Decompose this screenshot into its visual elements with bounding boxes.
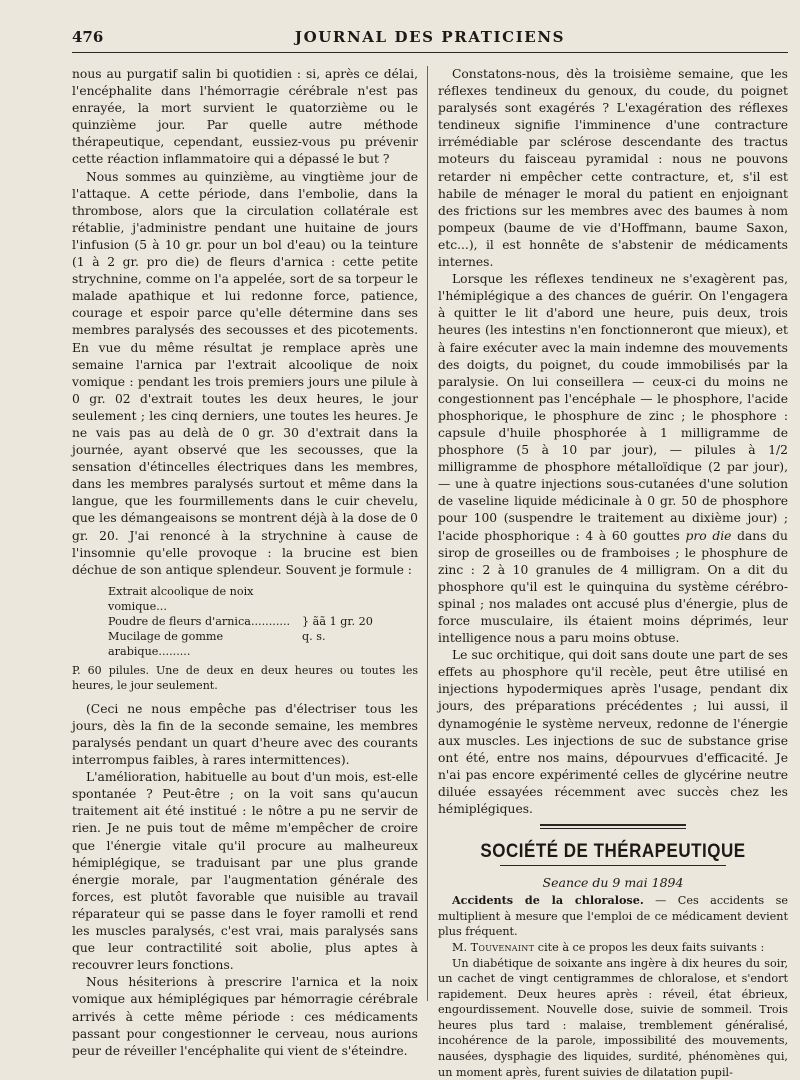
right-paragraph-3: Le suc orchitique, qui doit sans doute une part de ses effets au phosphore qu'il recèle, peut être utilisé en injections hypodermiques après l'usage, pendant dix jours, des préparations précédentes ; lui aussi, il dynamogénie le système nerveux, redonne de l'énergie aux muscles. Les injections de suc de substance grise ont été, entre nos mains, dépourvues d'efficacité. Je n'ai pas encore expérimenté celles de glycérine neutre diluée essayées récemment avec succès chez les hémiplégiques. [438,647,788,818]
speaker-name: Touvenaint [471,941,535,954]
formula-ingredient: Extrait alcoolique de noix vomique... [72,584,302,614]
right-paragraph-1: Constatons-nous, dès la troisième semaine, que les réflexes tendineux du genoux, du coude, du poignet paralysés sont exagérés ? L'exagération des réflexes tendineux signifie l'imminence d'une contracture irrémédiable par sclérose descendante des tractus moteurs du faisceau pyramidal : nous ne pouvons retarder ni empêcher cette contracture, et, s'il est habile de ménager le moral du patient en enjoignant des frictions sur les membres avec des baumes à nom pompeux (baume de vie d'Hoffmann, baume Saxon, etc...), il est honnête de s'abstenir de médicaments internes. [438,66,788,271]
prescription-formula [72,584,418,659]
speaker-prefix: M. [452,941,467,954]
page-number: 476 [72,28,103,46]
left-paragraph-1: nous au purgatif salin bi quotidien : si, après ce délai, l'encéphalite dans l'hémorragie cérébrale n'est pas enrayée, la mort survient le quatorzième ou le quinzième jour. Par quelle autre méthode thérapeutique, cependant, eussiez-vous pu prévenir cette réaction inflammatoire qui a dépassé le but ? [72,66,418,169]
formula-row [72,629,418,659]
section-divider [540,824,686,829]
left-paragraph-2: Nous sommes au quinzième, au vingtième jour de l'attaque. A cette période, dans l'embolie, dans la thrombose, alors que la circulation collatérale est rétablie, j'administre pendant une huitaine de jours l'infusion (5 à 10 gr. pour un bol d'eau) ou la teinture (1 à 2 gr. pro die) de fleurs d'arnica : cette petite strychnine, comme on l'a appelée, sort de sa torpeur le malade apathique et lui redonne force, patience, courage et espoir parce qu'elle détermine dans ses membres paralysés des secousses et des picotements. En vue du même résultat je remplace après une semaine l'arnica par l'extrait alcoolique de noix vomique : pendant les trois premiers jours une pilule à 0 gr. 02 d'extrait toutes les deux heures, le jour seulement ; les cinq derniers, une toutes les heures. Je ne vais pas au delà de 0 gr. 30 d'extrait dans la journée, ayant observé que les secousses, que la sensation d'étincelles électriques dans les membres, dans les membres paralysés surtout et même dans la langue, que les fourmillements dans le cuir chevelu, que les démangeaisons se montrent déjà à la dose de 0 gr. 20. J'ai renoncé à la strychnine à cause de l'insomnie qu'elle provoque : la brucine est bien déchue de son antique splendeur. Souvent je formule : [72,169,418,579]
society-heading: SOCIÉTÉ DE THÉRAPEUTIQUE [438,840,788,863]
formula-ingredient: Mucilage de gomme arabique......... [72,629,302,659]
report-paragraph-2-text: cite à ce propos les deux faits suivants : [538,941,764,954]
society-report [438,893,788,1080]
left-paragraph-4: L'amélioration, habituelle au bout d'un mois, est-elle spontanée ? Peut-être ; on la voit sans qu'aucun traitement ait été institué : le nôtre a pu ne servir de rien. Je ne puis tout de même m'empêcher de croire que l'énergie vitale qu'il procure au malheureux hémiplégique, se traduisant par une plus grande énergie morale, par l'augmentation générale des forces, est plutôt favorable que nuisible au travail réparateur qui se passe dans le foyer ramolli et rend les muscles paralysés, c'est vrai, mais paralysés sans que leur contractilité soit abolie, plus aptes à recouvrer leurs fonctions. [72,769,418,974]
left-paragraph-5: Nous hésiterions à prescrire l'arnica et la noix vomique aux hémiplégiques par hémorragie cérébrale arrivés à cette même période : ces médicaments passant pour congestionner le cerveau, nous aurions peur de réveiller l'encéphalite qui vient de s'éteindre. [72,974,418,1059]
header-rule [72,52,788,53]
society-heading-underline [500,865,726,866]
formula-row [72,614,418,629]
pro-die-italic: pro die [686,529,732,543]
right-paragraph-2 [438,271,788,647]
right-column [438,66,788,1080]
report-subheading: Accidents de la chloralose. [452,893,644,907]
column-divider [427,66,428,1001]
formula-ingredient: Poudre de fleurs d'arnica........... [72,614,302,629]
page-header [72,24,788,52]
section-divider-thick [540,824,686,826]
right-paragraph-2-rest: dans du sirop de groseilles ou de framboises ; le phosphure de zinc : 2 à 10 granules de 4 milligram. On a dit du phosphore qu'il est le quinquina du système cérébro-spinal ; nos malades ont accusé plus d'énergie, plus de force musculaire, ils étaient moins déprimés, leur intelligence nous a paru moins obtuse. [438,529,788,646]
right-paragraph-2-text: Lorsque les réflexes tendineux ne s'exagèrent pas, l'hémiplégique a des chances de guérir. On l'engagera à quitter le lit d'abord une heure, puis deux, trois heures (les intestins n'en fonctionneront que mieux), et à faire exécuter avec la main indemne des mouvements des doigts, du poignet, du coude immobilisés par la paralysie. On lui conseillera — ceux-ci du moins ne congestionnent pas l'encéphale — le phosphore, l'acide phosphorique, le phosphure de zinc ; le phosphore : capsule d'huile phosphorée à 1 milligramme de phosphore (5 à 10 par jour), — pilules à 1/2 milligramme de phosphore métalloïdique (2 par jour), — une à quatre injections sous-cutanées d'une solution de vaseline liquide médicinale à 0 gr. 50 de phosphore pour 100 (suspendre le traitement au dixième jour) ; l'acide phosphorique : 4 à 60 gouttes [438,272,788,542]
report-paragraph-1 [438,893,788,940]
report-paragraph-2 [438,940,788,956]
session-date: Seance du 9 mai 1894 [438,874,788,891]
formula-note: P. 60 pilules. Une de deux en deux heures ou toutes les heures, le jour seulement. [72,663,418,693]
formula-dose: } ãã 1 gr. 20 [302,614,418,629]
report-paragraph-3: Un diabétique de soixante ans ingère à dix heures du soir, un cachet de vingt centigrammes de chloralose, et s'endort rapidement. Deux heures après : réveil, état ébrieux, engourdissement. Nouvelle dose, suivie de sommeil. Trois heures plus tard : malaise, tremblement généralisé, incohérence de la parole, impossibilité des mouvements, nausées, dysphagie des liquides, surdité, phénomènes qui, un moment après, furent suivies de dilatation pupil- [438,956,788,1080]
formula-dose [302,584,418,614]
left-paragraph-3: (Ceci ne nous empêche pas d'électriser tous les jours, dès la fin de la seconde semaine, les membres paralysés pendant un quart d'heure avec des courants interrompus faibles, à rares intermittences). [72,701,418,769]
left-column [72,66,418,1060]
running-title: JOURNAL DES PRATICIENS [72,28,788,46]
section-divider-thin [540,828,686,829]
formula-row [72,584,418,614]
report-paragraph-1-text: — Ces accidents se multiplient à mesure que l'emploi de ce médicament devient plus fréquent. [438,894,788,938]
formula-dose: q. s. [302,629,418,659]
